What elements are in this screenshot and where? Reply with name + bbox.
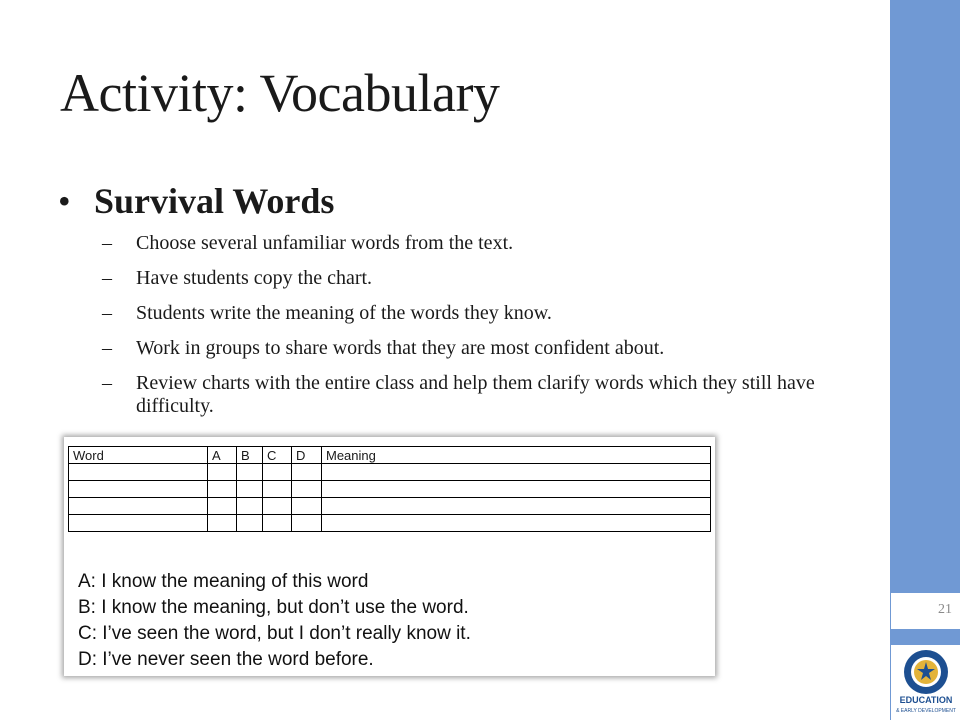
main-bullet — [58, 180, 334, 222]
header-b: B — [237, 447, 263, 464]
header-c: C — [263, 447, 292, 464]
legend-item: C: I’ve seen the word, but I don’t really know it. — [78, 623, 471, 644]
page-number-box — [891, 593, 960, 629]
vocabulary-chart-image — [64, 437, 715, 676]
sub-bullet: – Work in groups to share words that they are most confident about. — [102, 337, 665, 359]
vocabulary-table — [68, 446, 711, 532]
header-word: Word — [69, 447, 208, 464]
logo-line2: & EARLY DEVELOPMENT — [896, 708, 956, 714]
table-row — [69, 498, 711, 515]
table-row — [69, 464, 711, 481]
logo-line1: EDUCATION — [899, 695, 953, 705]
main-bullet-text: Survival Words — [94, 181, 335, 221]
header-meaning: Meaning — [322, 447, 711, 464]
legend-item: A: I know the meaning of this word — [78, 571, 369, 592]
page-number: 21 — [938, 602, 952, 617]
legend-item: B: I know the meaning, but don’t use the word. — [78, 597, 469, 618]
education-logo — [891, 645, 960, 720]
chart-legend — [78, 569, 471, 673]
table-row — [69, 481, 711, 498]
slide-title: Activity: Vocabulary — [60, 63, 500, 123]
bullet-dot-icon: • — [58, 181, 71, 221]
sub-bullet: – Students write the meaning of the words they know. — [102, 302, 552, 324]
sub-bullet: – Have students copy the chart. — [102, 267, 373, 289]
logo-seal-icon — [895, 648, 957, 718]
sub-bullet-list — [102, 232, 822, 430]
header-d: D — [292, 447, 322, 464]
sub-bullet: – Review charts with the entire class and help them clarify words which they still have difficulty. — [102, 372, 815, 417]
legend-item: D: I’ve never seen the word before. — [78, 649, 374, 670]
table-row — [69, 515, 711, 532]
header-a: A — [208, 447, 237, 464]
table-header-row — [69, 447, 711, 464]
sub-bullet: – Choose several unfamiliar words from the text. — [102, 232, 514, 254]
